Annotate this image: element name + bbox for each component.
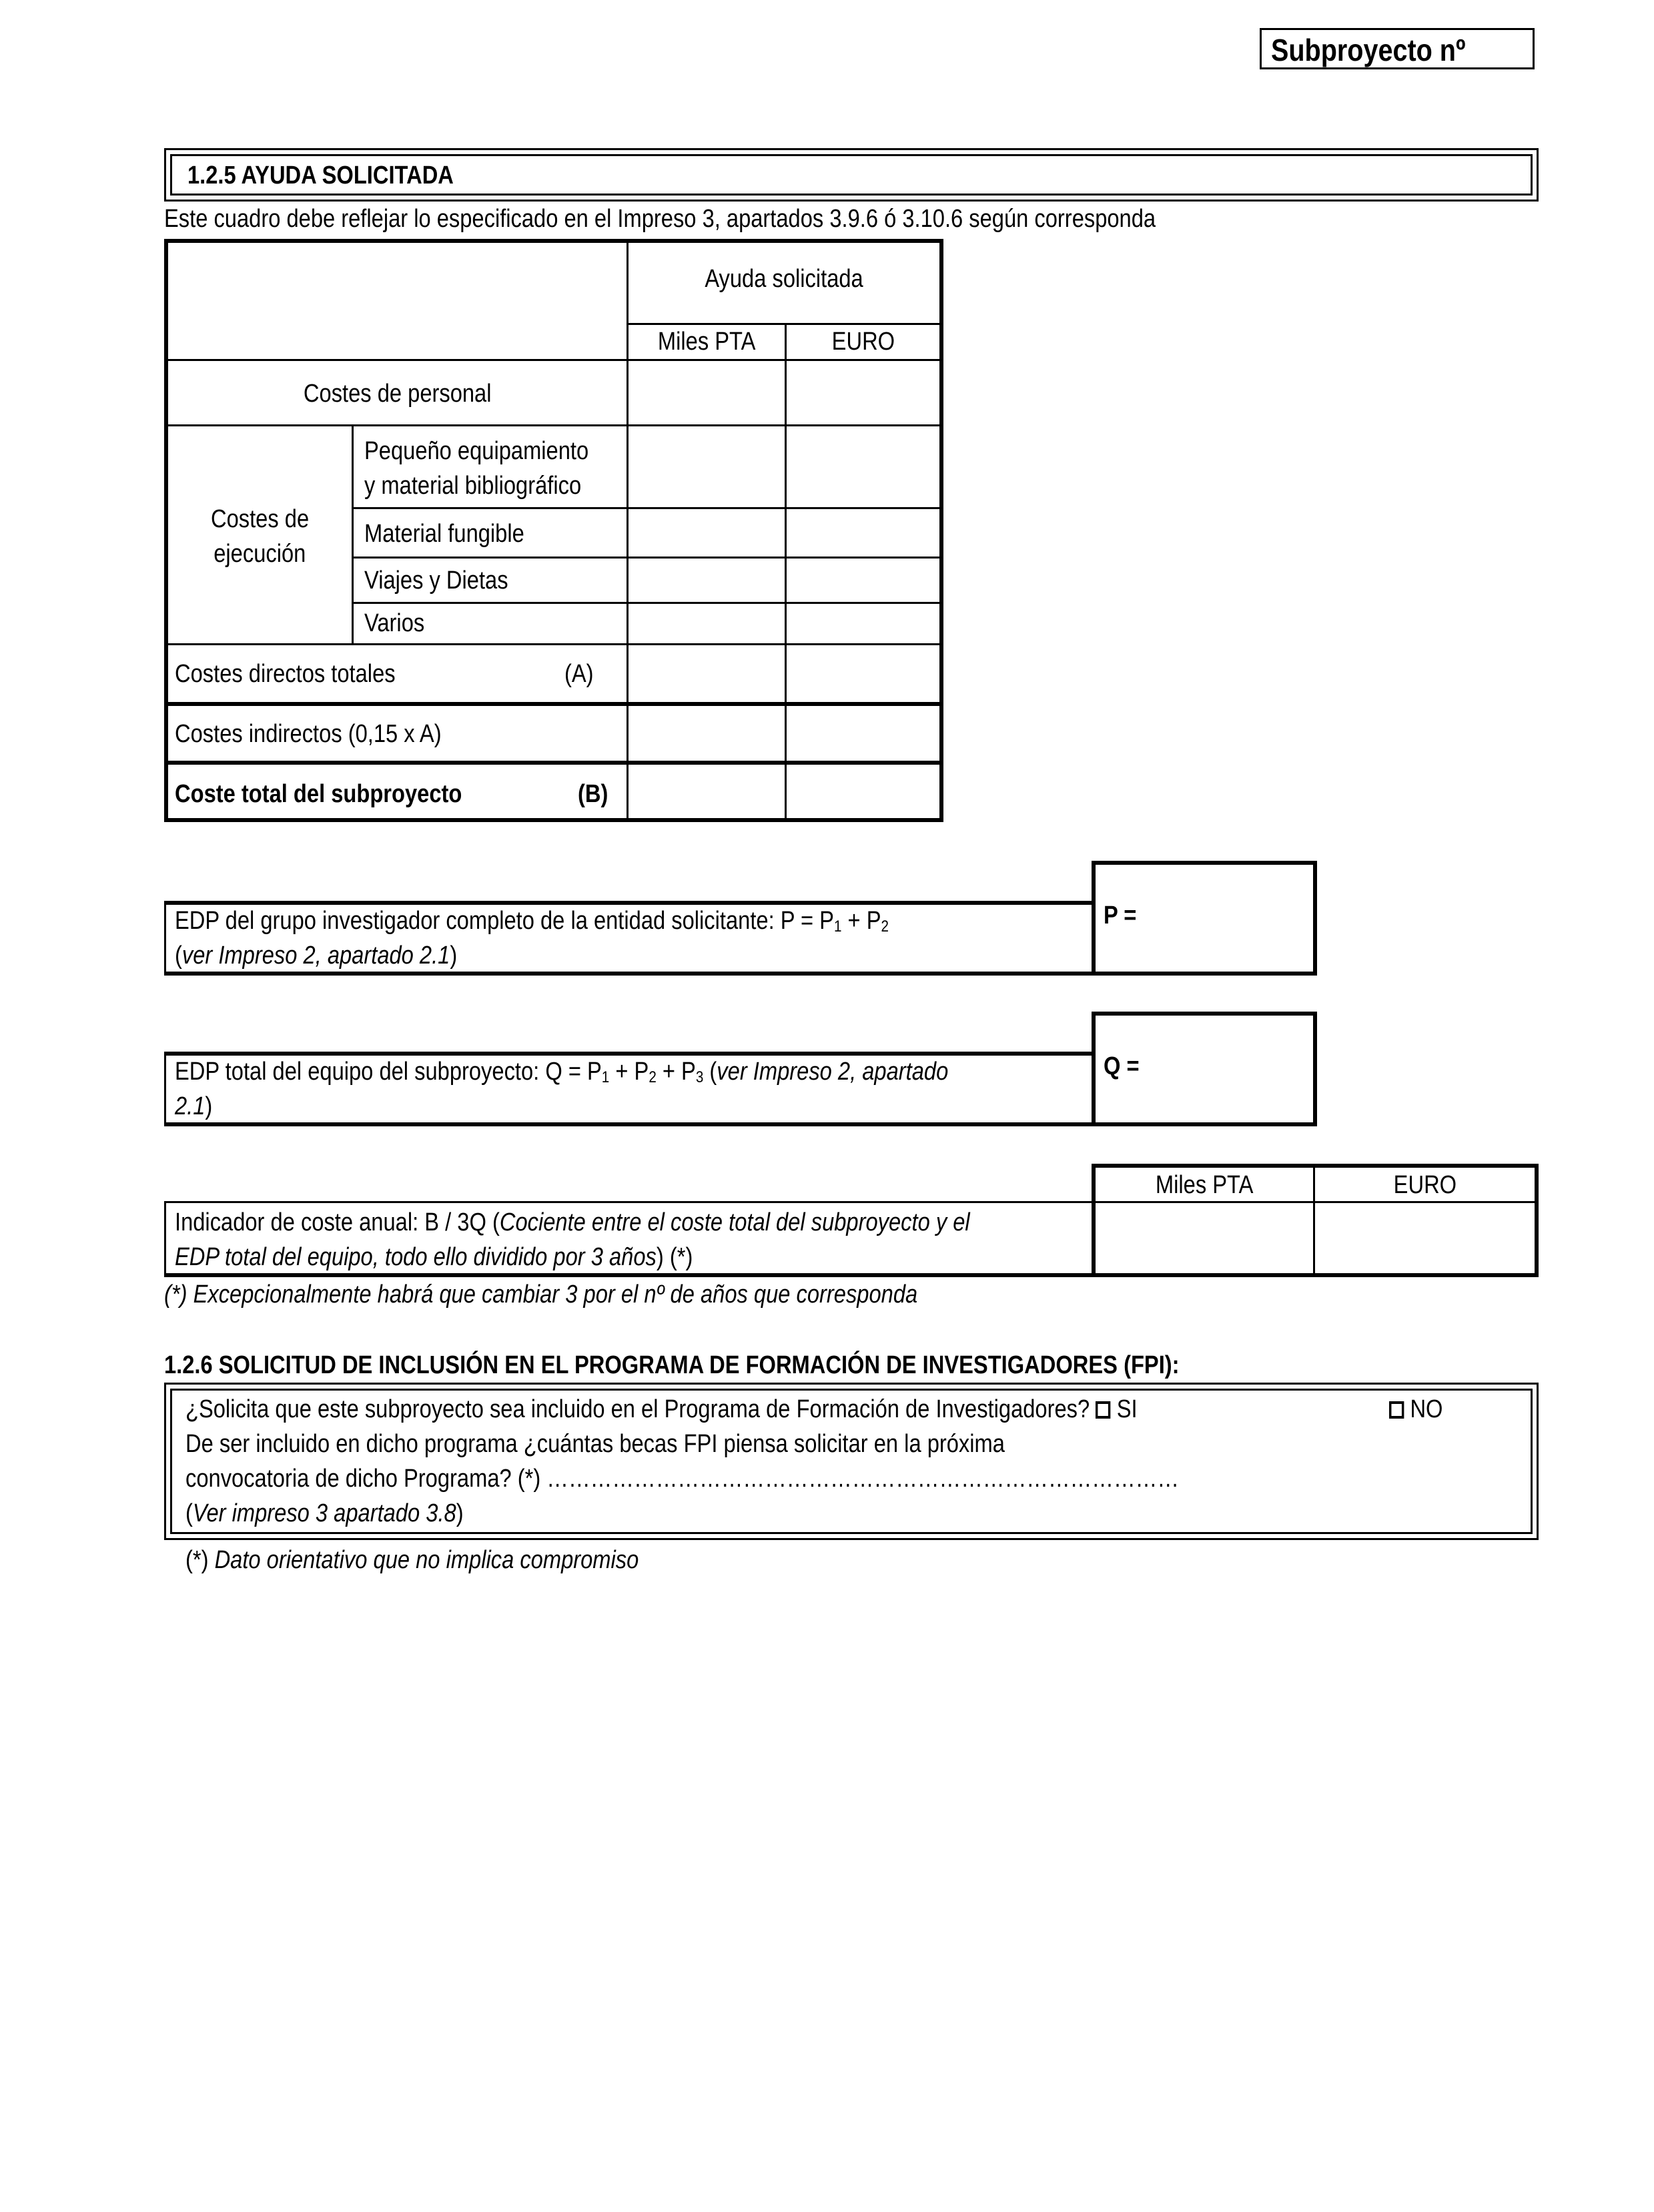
edp-p-value-field[interactable] [1174,867,1308,968]
row-costes-indirectos: Costes indirectos (0,15 x A) [175,720,442,748]
indicator-miles-field[interactable] [1096,1204,1312,1272]
edp-q-ref: 2.1) [175,1092,213,1120]
indicator-col-euro: EURO [1393,1171,1457,1199]
indicator-text-2: EDP total del equipo, todo ello dividido por 3 años) (*) [175,1243,693,1271]
edp-p-ref: (ver Impreso 2, apartado 2.1) [175,942,458,970]
fpi-question: ¿Solicita que este subproyecto sea incluido en el Programa de Formación de Investigadores? SI [185,1395,1138,1423]
edp-q-value-field[interactable] [1174,1018,1308,1118]
row-equipamiento-1: Pequeño equipamiento [364,437,589,465]
group-costes-ejecucion-2: ejecución [214,540,306,568]
row-material-fungible: Material fungible [364,520,524,548]
fpi-no-checkbox[interactable] [1389,1401,1404,1419]
fpi-line3: convocatoria de dicho Programa? (*) …………………………………………………………………………… [185,1465,1180,1493]
row-costes-directos-tag: (A) [564,660,594,688]
section-125-header [164,148,1539,202]
col-ayuda-solicitada: Ayuda solicitada [705,265,863,293]
fpi-si-checkbox[interactable] [1096,1401,1110,1419]
row-costes-directos: Costes directos totales [175,660,396,688]
edp-p-text: EDP del grupo investigador completo de la entidad solicitante: $P = P_1 + P_2$ [175,907,889,936]
fpi-si-label: SI [1116,1395,1138,1423]
row-coste-total: Coste total del subproyecto [175,780,462,808]
indicator-text-1: Indicador de coste anual: B / 3Q (Cociente entre el coste total del subproyecto y el [175,1208,970,1236]
col-euro: EURO [831,328,895,356]
fpi-line4: (Ver impreso 3 apartado 3.8) [185,1499,464,1527]
indicator-col-miles: Miles PTA [1155,1171,1254,1199]
fpi-footnote: (*) Dato orientativo que no implica compromiso [185,1546,639,1574]
indicator-euro-field[interactable] [1316,1204,1533,1272]
edp-q-value-label: Q = [1104,1052,1140,1080]
row-coste-total-tag: (B) [578,780,608,808]
section-125-title: 1.2.5 AYUDA SOLICITADA [187,161,454,190]
row-varios: Varios [364,609,425,637]
cell-personal-euro[interactable] [788,362,938,423]
section-126-title: 1.2.6 SOLICITUD DE INCLUSIÓN EN EL PROGRAMA DE FORMACIÓN DE INVESTIGADORES (FPI): [164,1351,1180,1379]
cell-indirectos-miles[interactable] [630,705,783,759]
col-miles-pta: Miles PTA [657,328,756,356]
fpi-no-option [1389,1392,1442,1427]
row-viajes-dietas: Viajes y Dietas [364,567,508,595]
cell-total-euro[interactable] [788,763,938,817]
fpi-no-label: NO [1410,1395,1443,1423]
cell-personal-miles[interactable] [630,362,783,423]
row-costes-personal: Costes de personal [303,380,492,408]
row-equipamiento-2: y material bibliográfico [364,472,582,500]
fpi-line2: De ser incluido en dicho programa ¿cuántas becas FPI piensa solicitar en la próxima [185,1430,1005,1458]
edp-q-text: EDP total del equipo del subproyecto: $Q = P_1 + P_2 + P_3$ (ver Impreso 2, apartado [175,1058,949,1086]
group-costes-ejecucion-1: Costes de [210,505,310,533]
subproyecto-label: Subproyecto nº [1271,33,1466,67]
section-125-intro: Este cuadro debe reflejar lo especificado en el Impreso 3, apartados 3.9.6 ó 3.10.6 según corresponda [164,205,1156,233]
edp-p-value-label: P = [1104,901,1137,930]
subproyecto-number-field[interactable] [1260,28,1535,69]
indicator-footnote: (*) Excepcionalmente habrá que cambiar 3 por el nº de años que corresponda [164,1280,918,1309]
